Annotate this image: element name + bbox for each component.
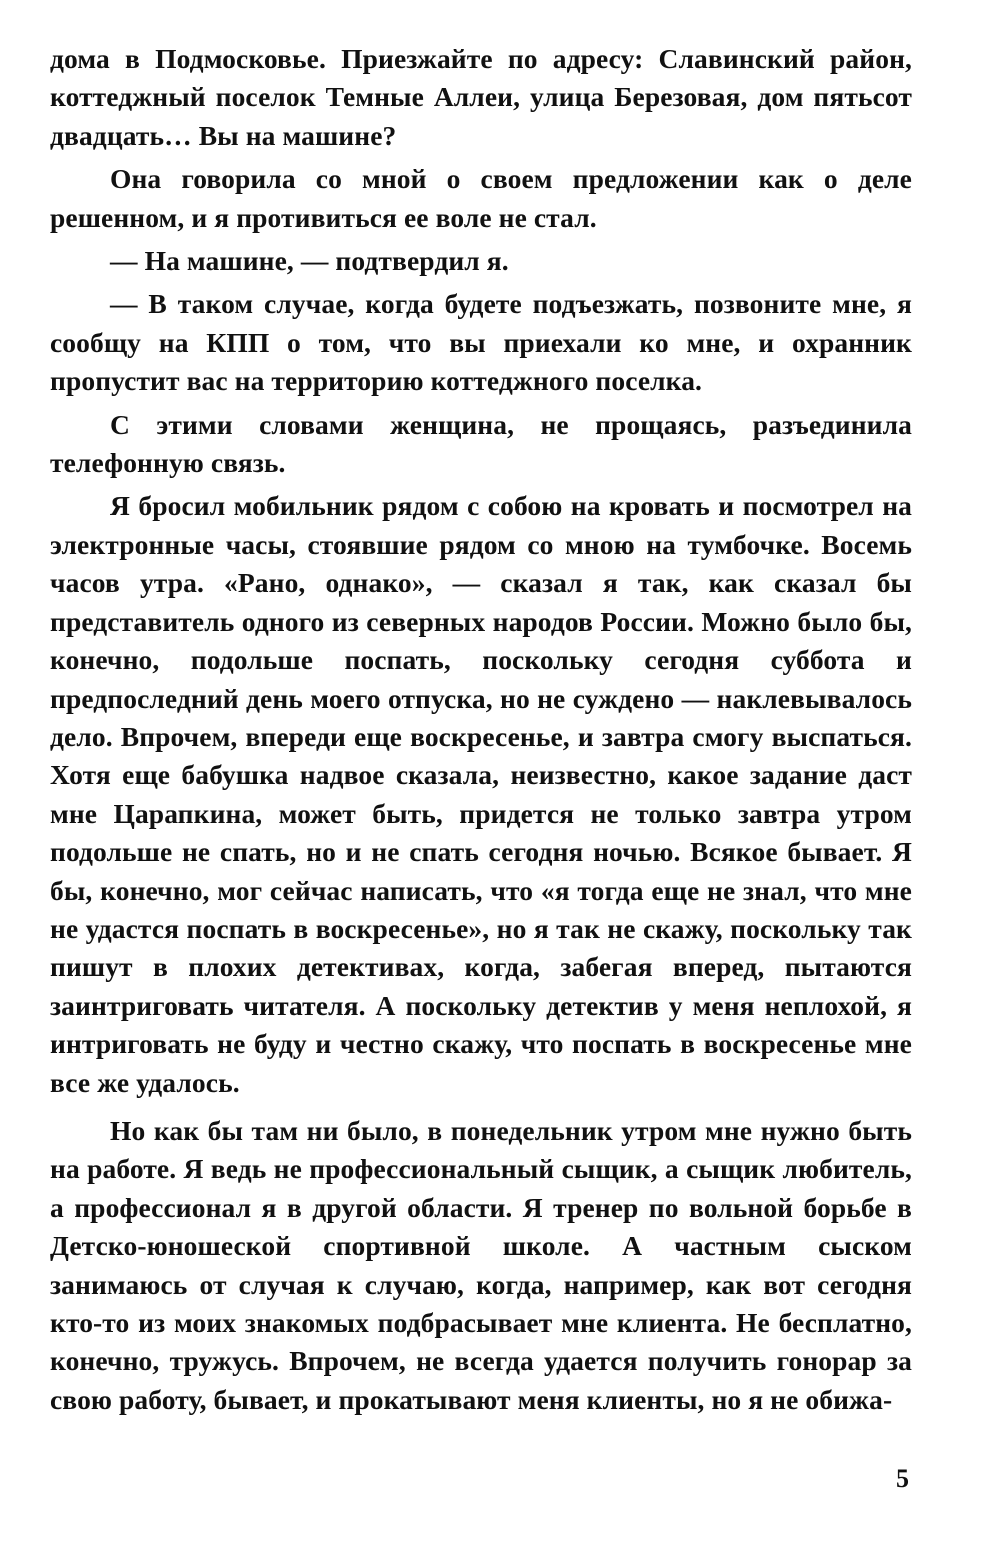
paragraph-continuation: дома в Подмосковье. Приезжайте по адресу: Славинский район, коттеджный поселок Темные Аллеи, улица Березовая, дом пятьсот двадцать… Вы на машине? (50, 43, 912, 151)
paragraph: С этими словами женщина, не прощаясь, разъединила телефонную связь. (50, 408, 912, 479)
dialogue-line: — В таком случае, когда будете подъезжать, позвоните мне, я сообщу на КПП о том, что вы приехали ко мне, и охранник пропустит вас на территорию коттеджного поселка. (50, 288, 912, 397)
paragraph: Я бросил мобильник рядом с собою на кровать и посмотрел на электронные часы, стоявшие рядом со мною на тумбочке. Восемь часов утра. «Рано, однако», — сказал я так, как сказал бы представитель одного из северных народов России. Можно было бы, конечно, подольше поспать, поскольку сегодня суббота и предпоследний день моего отпуска, но не суждено — наклевывалось дело. Впрочем, впереди еще воскресенье, и завтра смогу выспаться. Хотя еще бабушка надвое сказала, неизвестно, какое задание даст мне Царапкина, может быть, придется не только завтра утром подольше не спать, но и не спать сегодня ночью. Всякое бывает. Я бы, конечно, мог сейчас написать, что «я тогда еще не знал, что мне не удастся поспать в воскресенье», но я так не скажу, поскольку так пишут в плохих детективах, когда, забегая вперед, пытаются заинтриговать читателя. А поскольку детектив у меня неплохой, я интриговать не буду и честно скажу, что поспать в воскресенье мне все же удалось. (50, 490, 912, 1098)
paragraph: Но как бы там ни было, в понедельник утром мне нужно быть на работе. Я ведь не профессиональный сыщик, а сыщик любитель, а профессионал я в другой области. Я тренер по вольной борьбе в Детско-юношеской спортивной школе. А частным сыском занимаюсь от случая к случаю, когда, например, как вот сегодня кто-то из моих знакомых подбрасывает мне клиента. Не бесплатно, конечно, тружусь. Впрочем, не всегда удается получить гонорар за свою работу, бывает, и прокатывают меня клиенты, но я не обижа- (50, 1114, 912, 1415)
page-text (50, 40, 912, 1419)
paragraph: Она говорила со мной о своем предложении как о деле решенном, и я противиться ее воле не стал. (50, 163, 912, 233)
page-number: 5 (896, 1464, 909, 1493)
dialogue-line: — На машине, — подтвердил я. (110, 245, 509, 277)
